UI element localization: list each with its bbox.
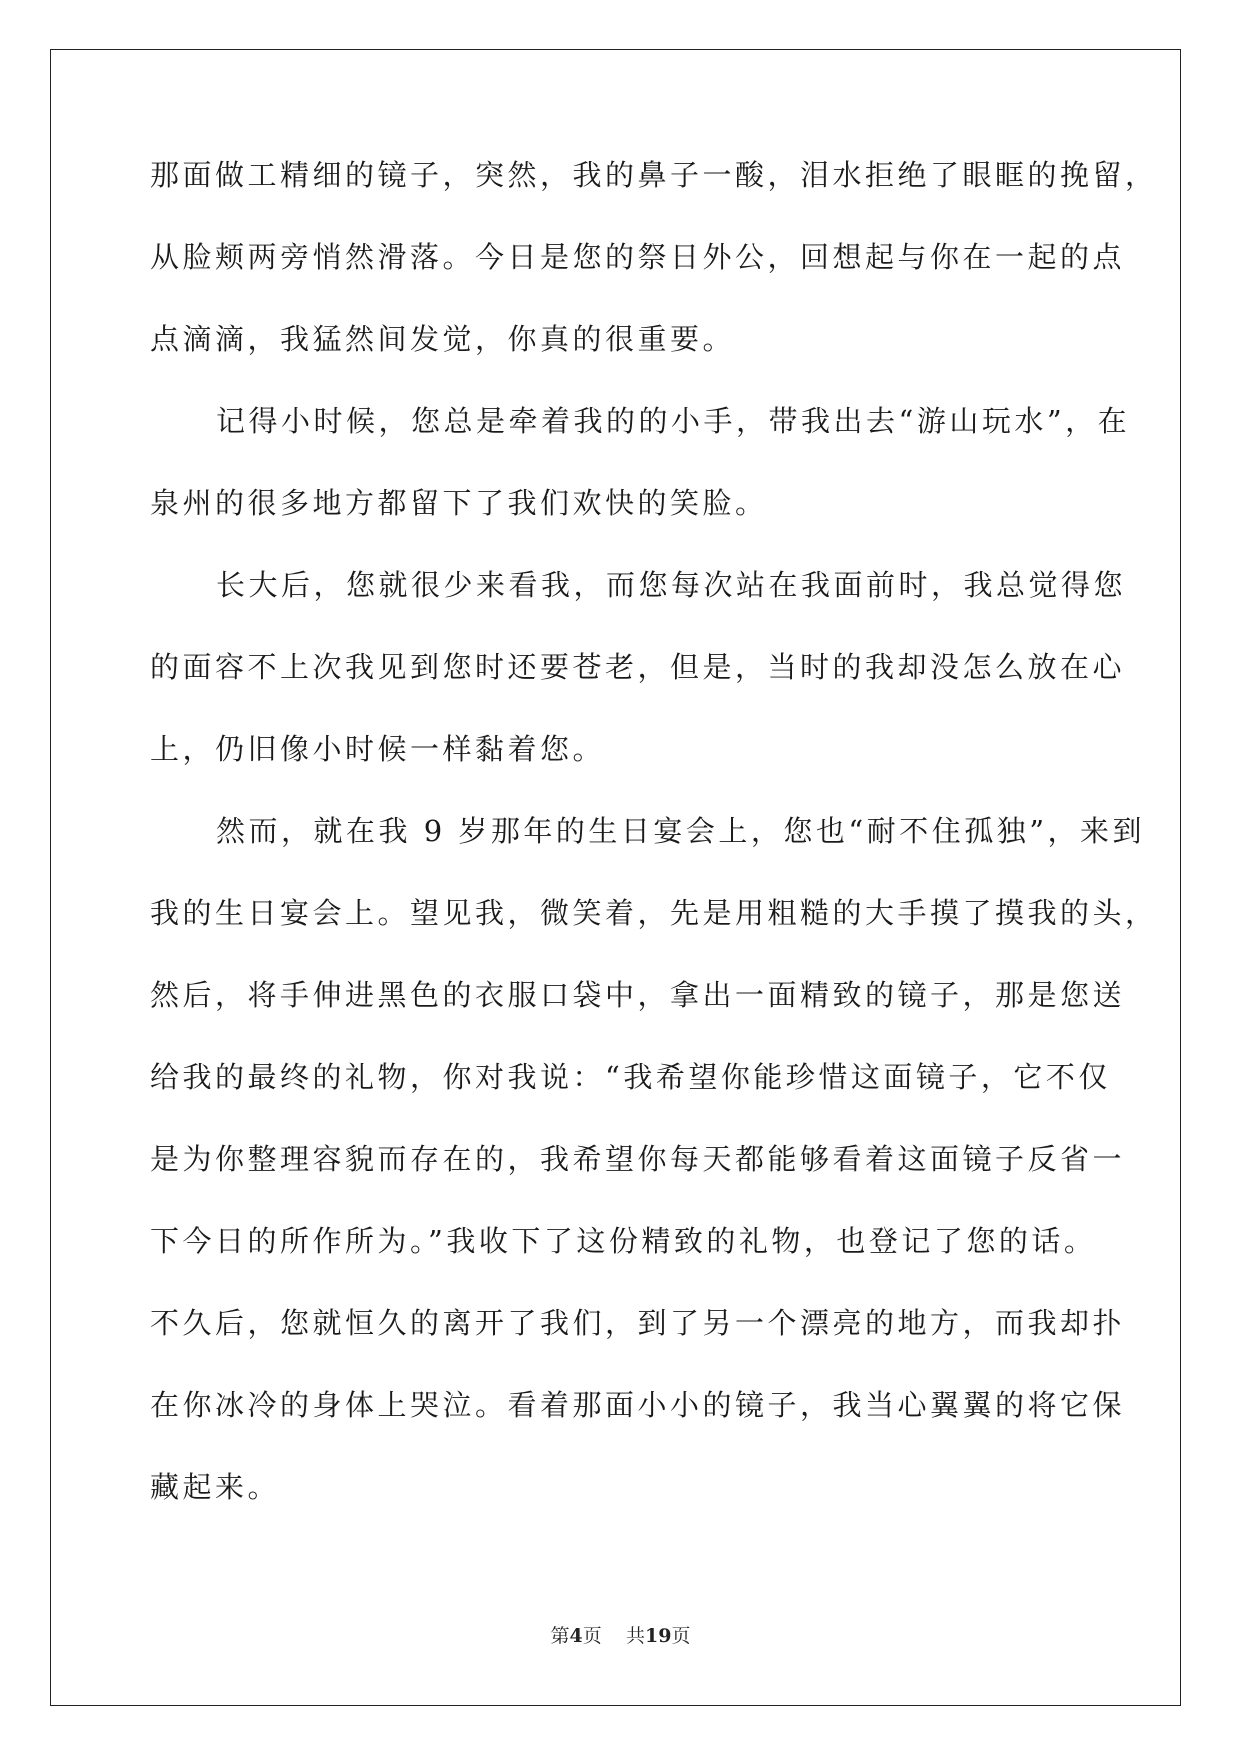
text-line: 藏起来。 xyxy=(150,1470,281,1504)
text-line: 点滴滴，我猛然间发觉，你真的很重要。 xyxy=(150,322,736,356)
text-line: 泉州的很多地方都留下了我们欢快的笑脸。 xyxy=(150,486,768,520)
text-line: 上，仍旧像小时候一样黏着您。 xyxy=(150,732,606,766)
text-line: 是为你整理容貌而存在的，我希望你每天都能够看着这面镜子反省一 xyxy=(150,1142,1126,1176)
footer-page-suffix: 页 xyxy=(582,1625,602,1647)
current-page-number: 4 xyxy=(569,1625,583,1647)
total-page-count: 19 xyxy=(644,1625,672,1647)
footer-prefix: 第 xyxy=(550,1625,570,1647)
text-line: 然后，将手伸进黑色的衣服口袋中，拿出一面精致的镜子，那是您送 xyxy=(150,978,1126,1012)
text-line: 我的生日宴会上。望见我，微笑着，先是用粗糙的大手摸了摸我的头， xyxy=(150,896,1158,930)
page-footer xyxy=(0,1621,1241,1648)
text-line: 从脸颊两旁悄然滑落。今日是您的祭日外公，回想起与你在一起的点 xyxy=(150,240,1126,274)
document-body xyxy=(150,155,1158,1549)
text-line: 给我的最终的礼物，你对我说：“我希望你能珍惜这面镜子，它不仅 xyxy=(150,1060,1111,1094)
paragraph-start-line: 然而，就在我 9 岁那年的生日宴会上，您也“耐不住孤独”，来到 xyxy=(216,814,1146,848)
paragraph-start-line: 记得小时候，您总是牵着我的的小手，带我出去“游山玩水”，在 xyxy=(216,404,1131,438)
paragraph-start-line: 长大后，您就很少来看我，而您每次站在我面前时，我总觉得您 xyxy=(216,568,1127,602)
text-line: 的面容不上次我见到您时还要苍老，但是，当时的我却没怎么放在心 xyxy=(150,650,1126,684)
text-line: 下今日的所作所为。”我收下了这份精致的礼物，也登记了您的话。 xyxy=(150,1224,1097,1258)
footer-total-suffix: 页 xyxy=(671,1625,691,1647)
text-line: 在你冰冷的身体上哭泣。看着那面小小的镜子，我当心翼翼的将它保 xyxy=(150,1388,1126,1422)
footer-total-prefix: 共 xyxy=(625,1625,645,1647)
text-line: 那面做工精细的镜子，突然，我的鼻子一酸，泪水拒绝了眼眶的挽留， xyxy=(150,158,1158,192)
text-line: 不久后，您就恒久的离开了我们，到了另一个漂亮的地方，而我却扑 xyxy=(150,1306,1126,1340)
